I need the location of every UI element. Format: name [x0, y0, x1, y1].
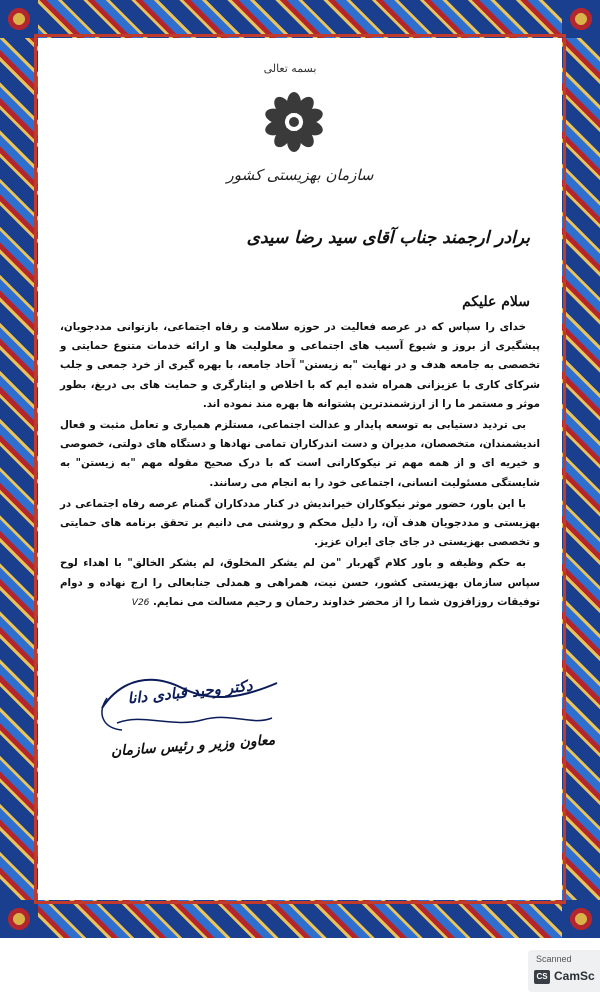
- organization-name: سازمان بهزیستی کشور: [226, 166, 374, 184]
- letter-paragraph: بی تردید دستیابی به توسعه پایدار و عدالت اجتماعی، مستلزم همیاری و تعامل مثبت و فعال اندیشمندان، متخصصان، مدیران و دست اندرکاران تمامی نهادها و دستگاه های دولتی، خصوصی و خیریه ای و از همه مهم تر نیکوکارانی است که با درک صحیح مقوله مهم "به زیستن" به شایستگی مسئولیت انسانی، اجتماعی خود را به انجام می رسانند.: [60, 419, 540, 489]
- letter-paragraph: خدای را سپاس که در عرصه فعالیت در حوزه سلامت و رفاه اجتماعی، بازتوانی مددجویان، پیشگیری از بروز و شیوع آسیب های اجتماعی و معلولیت ها و ارائه خدمات متنوع حمایتی و تخصصی به جامعه هدف و در نهایت "به زیستن" آحاد جامعه، با بهره گیری از خرد جمعی و جلب شرکای کاری با عزیزانی همراه شده ایم که با اخلاص و ایثارگری و حمایت های بی دریغ، بطور موثر و مستمر ما را از ارزشمندترین پشتوانه ها بهره مند نموده اند.: [60, 321, 540, 410]
- letter-paragraph-text: به حکم وظیفه و باور کلام گهربار "من لم یشکر المخلوق، لم یشکر الخالق" با اهداء لوح سپاس سازمان بهزیستی کشور، حسن نیت، همراهی و همدلی جنابعالی را ارج نهاده و دوام توفیقات روزافزون شما را از محضر خداوند رحمان و رحیم مسالت می نمایم.: [60, 557, 540, 608]
- basmala: بسمه تعالی: [263, 62, 317, 75]
- addressee: برادر ارجمند جناب آقای سید رضا سیدی: [246, 228, 530, 248]
- scanned-label: Scanned: [536, 954, 572, 964]
- border-corner-ornament: [562, 900, 600, 938]
- signatory-title: معاون وزیر و رئیس سازمان: [110, 732, 276, 760]
- scan-margin: [0, 938, 600, 1000]
- letter-paragraph: با این باور، حضور موثر نیکوکاران خیراندیش در کنار مددکاران گمنام عرصه رفاه اجتماعی در بهزیستی و مددجویان هدف آن، را دلیل محکم و روشنی می دانیم بر تحقق برنامه های حمایتی و تخصصی بهزیستی در جای جای ایران عزیز.: [60, 497, 540, 549]
- signatory-name: دکتر وحید قبادی دانا: [126, 676, 254, 708]
- greeting: سلام علیکم: [462, 294, 530, 310]
- border-corner-ornament: [0, 900, 38, 938]
- camscanner-badge: [528, 950, 600, 992]
- border-corner-ornament: [562, 0, 600, 38]
- reference-code: V26: [131, 597, 150, 608]
- letter-paragraph: [60, 554, 540, 613]
- camscanner-app-name: CamSc: [554, 969, 595, 983]
- organization-logo-icon: [262, 90, 326, 154]
- camscanner-icon: CS: [534, 970, 550, 984]
- letter-body: [60, 318, 540, 615]
- border-corner-ornament: [0, 0, 38, 38]
